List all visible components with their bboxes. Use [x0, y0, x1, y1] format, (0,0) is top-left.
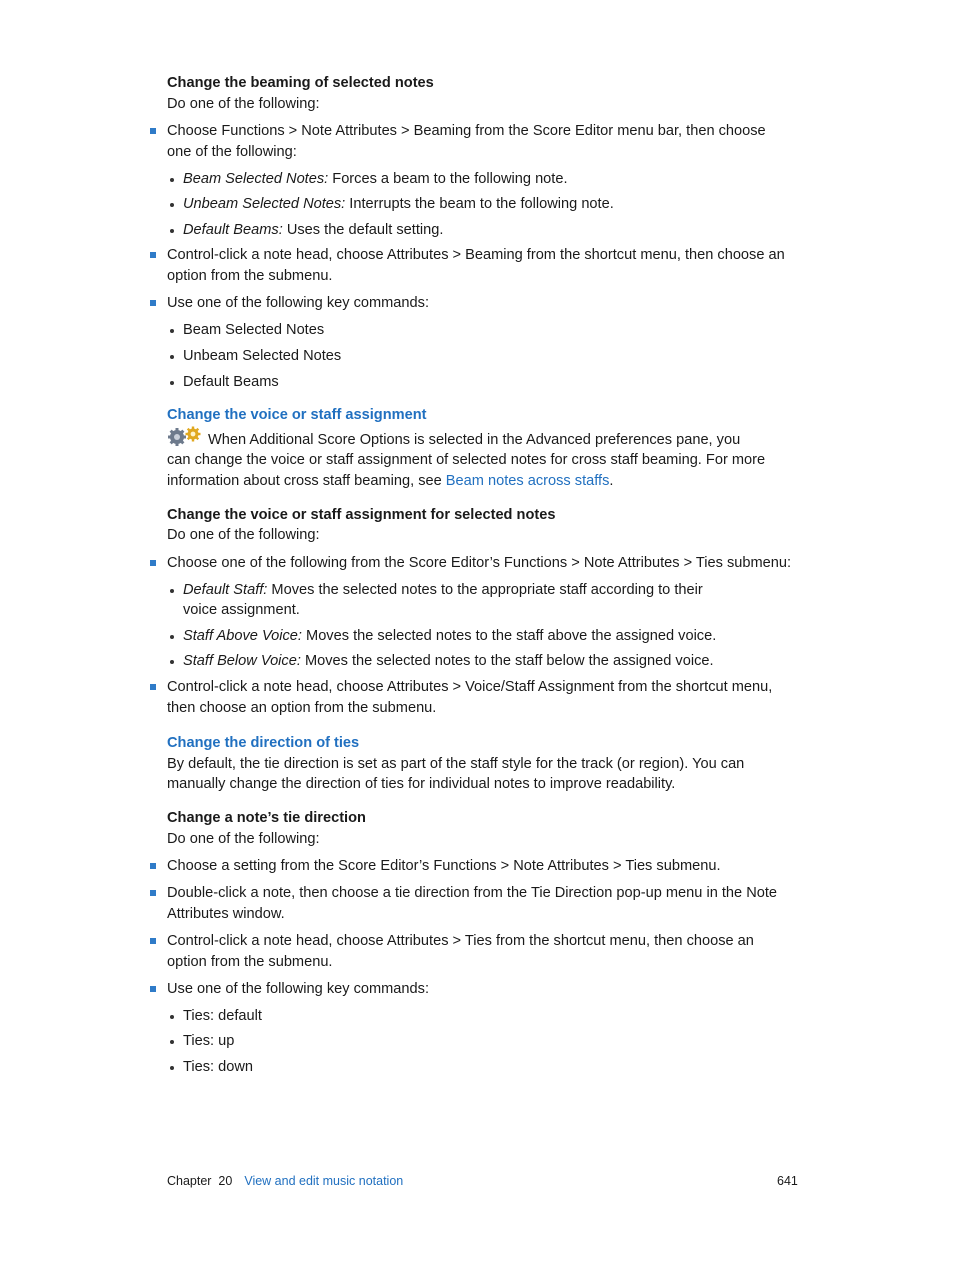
section-heading-voice-staff: Change the voice or staff assignment: [167, 407, 427, 423]
square-bullet-icon: [150, 938, 156, 944]
dot-bullet-icon: [170, 1015, 174, 1019]
advanced-settings-gears-icon: [167, 426, 203, 446]
dot-bullet-icon: [170, 229, 174, 233]
bullet-text: option from the submenu.: [167, 268, 333, 284]
bullet-text: one of the following:: [167, 144, 297, 160]
square-bullet-icon: [150, 986, 156, 992]
dot-bullet-icon: [170, 1066, 174, 1070]
bullet-text: Control-click a note head, choose Attributes > Ties from the shortcut menu, then choose an: [167, 933, 754, 949]
page-number: 641: [777, 1174, 798, 1188]
paragraph-text: manually change the direction of ties for individual notes to improve readability.: [167, 776, 676, 792]
square-bullet-icon: [150, 252, 156, 258]
intro-text: Do one of the following:: [167, 831, 320, 847]
sub-bullet-item: [183, 626, 716, 647]
key-command: Ties: down: [183, 1059, 254, 1075]
term: Staff Below Voice:: [183, 653, 301, 669]
chapter-label: Chapter 20: [167, 1174, 233, 1188]
square-bullet-icon: [150, 890, 156, 896]
term: Staff Above Voice:: [183, 628, 302, 644]
key-command: Default Beams: [183, 374, 279, 390]
section-heading-beaming: Change the beaming of selected notes: [167, 75, 434, 91]
intro-text: Do one of the following:: [167, 96, 320, 112]
description: Forces a beam to the following note.: [328, 171, 568, 187]
dot-bullet-icon: [170, 1040, 174, 1044]
bullet-text: Choose one of the following from the Score Editor’s Functions > Note Attributes > Ties submenu:: [167, 555, 792, 571]
dot-bullet-icon: [170, 355, 174, 359]
bullet-text: Control-click a note head, choose Attributes > Voice/Staff Assignment from the shortcut menu,: [167, 679, 773, 695]
key-command: Ties: up: [183, 1033, 235, 1049]
square-bullet-icon: [150, 863, 156, 869]
key-command: Ties: default: [183, 1008, 262, 1024]
description: Moves the selected notes to the staff above the assigned voice.: [301, 628, 717, 644]
square-bullet-icon: [150, 300, 156, 306]
sub-bullet-item-cont: voice assignment.: [183, 602, 300, 618]
description: Moves the selected notes to the appropriate staff according to their: [267, 582, 703, 598]
bullet-text: then choose an option from the submenu.: [167, 700, 437, 716]
dot-bullet-icon: [170, 381, 174, 385]
bullet-text: Attributes window.: [167, 906, 285, 922]
dot-bullet-icon: [170, 203, 174, 207]
beam-notes-across-staffs-link[interactable]: Beam notes across staffs: [445, 473, 610, 489]
chapter-title-link[interactable]: View and edit music notation: [244, 1174, 404, 1188]
bullet-text: Use one of the following key commands:: [167, 295, 430, 311]
bullet-text: option from the submenu.: [167, 954, 333, 970]
section-heading-tie-direction: Change the direction of ties: [167, 735, 360, 751]
paragraph-text: When Additional Score Options is selected in the Advanced preferences pane, you: [208, 432, 741, 448]
square-bullet-icon: [150, 684, 156, 690]
sub-bullet-item: [183, 169, 568, 190]
paragraph-text: [167, 471, 613, 492]
description: Uses the default setting.: [282, 222, 444, 238]
term: Beam Selected Notes:: [183, 171, 329, 187]
sub-bullet-item: [183, 220, 443, 241]
dot-bullet-icon: [170, 178, 174, 182]
sub-bullet-item: [183, 194, 614, 215]
subheading: Change the voice or staff assignment for selected notes: [167, 507, 556, 523]
key-command: Beam Selected Notes: [183, 322, 325, 338]
sub-bullet-item: [183, 580, 703, 601]
paragraph-text: By default, the tie direction is set as part of the staff style for the track (or region). You can: [167, 756, 745, 772]
description: Interrupts the beam to the following note.: [345, 196, 614, 212]
key-command: Unbeam Selected Notes: [183, 348, 342, 364]
paragraph-text: can change the voice or staff assignment of selected notes for cross staff beaming. For more: [167, 452, 766, 468]
description: Moves the selected notes to the staff below the assigned voice.: [300, 653, 714, 669]
term: Default Beams:: [183, 222, 283, 238]
dot-bullet-icon: [170, 329, 174, 333]
subheading: Change a note’s tie direction: [167, 810, 366, 826]
bullet-text: Choose a setting from the Score Editor’s Functions > Note Attributes > Ties submenu.: [167, 858, 721, 874]
intro-text: Do one of the following:: [167, 527, 320, 543]
text-run: .: [609, 473, 614, 489]
bullet-text: Use one of the following key commands:: [167, 981, 430, 997]
square-bullet-icon: [150, 128, 156, 134]
square-bullet-icon: [150, 560, 156, 566]
bullet-text: Choose Functions > Note Attributes > Beaming from the Score Editor menu bar, then choose: [167, 123, 766, 139]
sub-bullet-item: [183, 651, 714, 672]
dot-bullet-icon: [170, 589, 174, 593]
text-run: information about cross staff beaming, see: [167, 473, 446, 489]
bullet-text: Control-click a note head, choose Attributes > Beaming from the shortcut menu, then choose an: [167, 247, 785, 263]
term: Default Staff:: [183, 582, 268, 598]
dot-bullet-icon: [170, 635, 174, 639]
bullet-text: Double-click a note, then choose a tie direction from the Tie Direction pop-up menu in the Note: [167, 885, 778, 901]
dot-bullet-icon: [170, 660, 174, 664]
term: Unbeam Selected Notes:: [183, 196, 346, 212]
footer-chapter: [167, 1173, 403, 1189]
